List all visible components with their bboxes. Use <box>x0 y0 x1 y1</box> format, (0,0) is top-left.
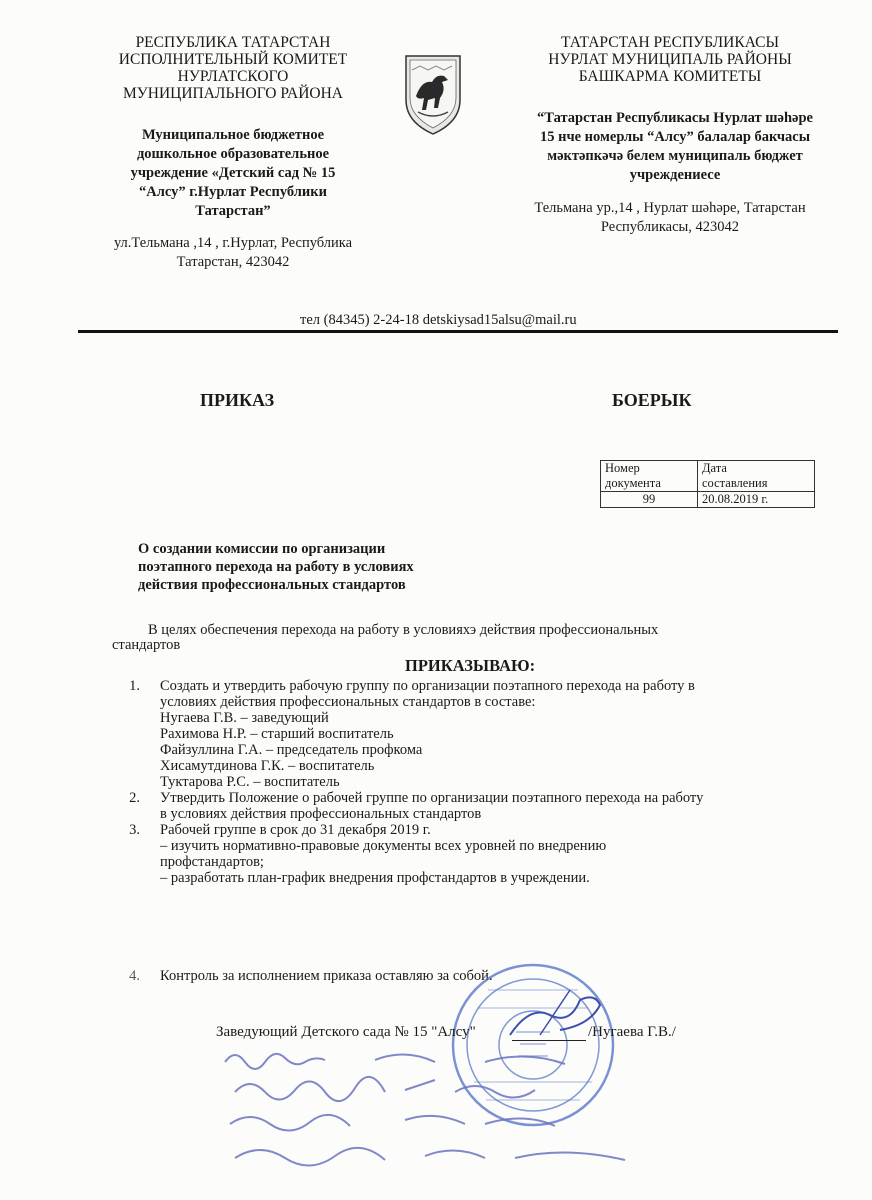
item-line: Утвердить Положение о рабочей группе по организации поэтапного перехода на работу <box>160 790 704 806</box>
signatory-name: /Нугаева Г.В./ <box>588 1024 676 1040</box>
address-line: ул.Тельмана ,14 , г.Нурлат, Республика <box>113 235 353 251</box>
order-subject <box>138 540 498 594</box>
item-line: Туктарова Р.С. – воспитатель <box>160 774 340 790</box>
header-text: Дата <box>702 461 727 475</box>
item-line: Рабочей группе в срок до 31 декабря 2019 г. <box>160 822 431 838</box>
item-line: Нугаева Г.В. – заведующий <box>160 710 329 726</box>
org-line: Татарстан” <box>195 203 271 219</box>
header-right-line: НУРЛАТ МУНИЦИПАЛЬ РАЙОНЫ <box>548 51 792 68</box>
header-divider <box>78 330 838 333</box>
item-number: 3. <box>129 822 140 838</box>
item-number: 2. <box>129 790 140 806</box>
header-text: документа <box>605 476 661 490</box>
order-item <box>112 822 832 886</box>
title-prikaz: ПРИКАЗ <box>200 390 275 410</box>
header-left-line: МУНИЦИПАЛЬНОГО РАЙОНА <box>123 85 343 102</box>
signatory-role: Заведующий Детского сада № 15 "Алсу" <box>216 1024 476 1040</box>
header-text: Номер <box>605 461 640 475</box>
item-number: 4. <box>129 968 140 984</box>
item-line: профстандартов; <box>160 854 264 870</box>
coat-of-arms-emblem <box>398 50 468 138</box>
doc-number-header <box>601 461 698 492</box>
org-line: мәктәпкәчә белем муниципаль бюджет <box>547 148 803 164</box>
doc-date-value: 20.08.2019 г. <box>698 492 815 508</box>
header-left-line: ИСПОЛНИТЕЛЬНЫЙ КОМИТЕТ <box>118 51 348 68</box>
org-line: Муниципальное бюджетное <box>141 127 325 143</box>
address-line: Татарстан, 423042 <box>176 254 290 270</box>
title-boeryk: БОЕРЫК <box>612 390 692 410</box>
address-tt <box>500 199 840 237</box>
item-line: Файзуллина Г.А. – председатель профкома <box>160 742 423 758</box>
order-item <box>112 678 832 790</box>
item-line: Рахимова Н.Р. – старший воспитатель <box>160 726 394 742</box>
item-line: – разработать план-график внедрения профстандартов в учреждении. <box>160 870 590 886</box>
org-line: дошкольное образовательное <box>136 146 330 162</box>
subject-line: действия профессиональных стандартов <box>138 577 406 593</box>
item-line: Контроль за исполнением приказа оставляю за собой. <box>160 968 493 984</box>
order-items <box>112 678 832 886</box>
order-word: ПРИКАЗЫВАЮ: <box>405 656 536 675</box>
header-text: составления <box>702 476 768 490</box>
org-line: учреждениесе <box>629 167 721 183</box>
header-right-line: БАШКАРМА КОМИТЕТЫ <box>578 68 762 85</box>
org-line: “Татарстан Республикасы Нурлат шәһәре <box>537 110 813 126</box>
org-line: 15 нче номерлы “Алсу” балалар бакчасы <box>539 129 811 145</box>
document-info-table <box>600 460 815 508</box>
handwritten-acknowledgements <box>205 1040 675 1195</box>
order-item <box>112 790 832 822</box>
item-line: в условиях действия профессиональных стандартов <box>160 806 482 822</box>
intro-line: В целях обеспечения перехода на работу в условияхэ действия профессиональных <box>148 622 659 638</box>
item-line: Создать и утвердить рабочую группу по организации поэтапного перехода на работу в <box>160 678 695 694</box>
item-line: – изучить нормативно-правовые документы всех уровней по внедрению <box>160 838 607 854</box>
item-number: 1. <box>129 678 140 694</box>
org-name-ru <box>88 126 378 221</box>
subject-line: О создании комиссии по организации <box>138 541 386 557</box>
intro-line: стандартов <box>112 637 181 653</box>
header-left-line: РЕСПУБЛИКА ТАТАРСТАН <box>135 34 331 51</box>
address-line: Республикасы, 423042 <box>600 219 740 235</box>
header-left <box>88 34 378 272</box>
doc-number-value: 99 <box>601 492 698 508</box>
header-right <box>500 34 840 237</box>
header-right-line: ТАТАРСТАН РЕСПУБЛИКАСЫ <box>561 34 779 51</box>
item-line: Хисамутдинова Г.К. – воспитатель <box>160 758 375 774</box>
doc-date-header <box>698 461 815 492</box>
address-ru <box>88 234 378 272</box>
org-line: учреждение «Детский сад № 15 <box>130 165 336 181</box>
org-name-tt <box>510 109 840 185</box>
contact-line: тел (84345) 2-24-18 detskiysad15alsu@mail.ru <box>300 312 577 328</box>
address-line: Тельмана ур.,14 , Нурлат шәһәре, Татарстан <box>534 200 806 216</box>
subject-line: поэтапного перехода на работу в условиях <box>138 559 414 575</box>
header-left-line: НУРЛАТСКОГО <box>177 68 289 85</box>
item-line: условиях действия профессиональных стандартов в составе: <box>160 694 536 710</box>
org-line: “Алсу” г.Нурлат Республики <box>138 184 327 200</box>
